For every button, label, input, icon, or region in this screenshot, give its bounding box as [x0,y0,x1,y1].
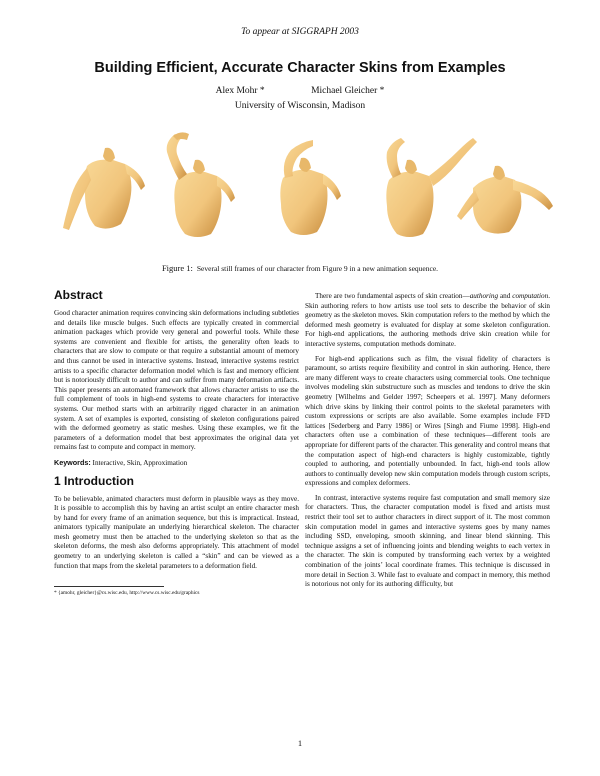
teaser-figure [55,128,555,248]
intro-paragraph-4: In contrast, interactive systems require fast computation and small memory size for characters. Thus, the character computation model is fixed and artists must restrict their tool set to author characters in direct support of it. The most common skin computation model in games and interactive systems goes by many names including SSD, enveloping, smooth skinning, and linear blend skinning. This technique assigns a set of influencing joints and blending weights to each vertex in the character. The skin is computed by transforming each vertex by a weighted combination of the joints’ local coordinate frames. This technique is discussed in more detail in Section 3. While fast to evaluate and compact in memory, this method is notorious not only for its authoring difficulty, but [305,493,550,589]
page-number: 1 [297,738,303,748]
character-frame-2 [167,132,235,237]
introduction-heading: 1 Introduction [54,473,134,488]
character-frame-5 [457,166,553,234]
footnote-rule [54,586,164,587]
text-run: and [498,292,513,300]
character-frame-1 [63,148,145,230]
figure-caption [0,263,600,273]
text-run: There are two fundamental aspects of skin creation— [315,292,470,300]
paper-title: Building Efficient, Accurate Character Skins from Examples [94,60,506,76]
text-run: . Skin authoring refers to how artists use tool sets to describe the behavior of skin geometry as the skeleton moves. Skin computation refers to the method by which the deformed mesh geometry is evaluated for display at some skeleton configuration. For high-end applications, the authoring methods drive skin creation while for interactive systems, computation methods dominate. [305,292,550,348]
figure-caption-text: Several still frames of our character from Figure 9 in a new animation sequence. [196,264,439,273]
affiliation: University of Wisconsin, Madison [234,101,366,111]
emphasis-computation: computation [512,292,549,300]
right-column [305,292,550,595]
author-name: Alex Mohr * [215,86,265,96]
left-column [54,288,299,576]
author-name: Michael Gleicher * [311,86,385,96]
abstract-heading: Abstract [54,288,103,302]
intro-paragraph-1: To be believable, animated characters must deform in plausible ways as they move. It is possible to accomplish this by having an artist sculpt an entire character mesh by hand for every frame of an animation sequence, but this is impractical. Instead, animators typically manipulate an underlying hierarchical skeleton. The character mesh geometry must then be attached to the underlying skeleton so that as the skeleton deforms, the mesh also deforms appropriately. This attachment of model geometry to an underlying skeleton is called a “skin” and can be viewed as a function that maps from the skeletal parameters to a deformation field. [54,494,299,570]
intro-paragraph-2 [305,292,550,350]
keywords-line [54,458,299,469]
abstract-text: Good character animation requires convincing skin deformations including subtleties and details like muscle bulges. Such effects are typically created in commercial animation packages which provide very general and powerful tools. While these systems are convenient and flexible for artists, the generality often leads to characters that are slow to compute or that require a substantial amount of memory and thus cannot be used in interactive systems. Instead, interactive systems restrict artists to a specific character deformation model which is fast and memory efficient but is notoriously difficult to author and can suffer from many deformation artifacts. This paper presents an automated framework that allows character artists to use the full complement of tools in high-end systems to create characters for interactive systems. Our method starts with an arbitrarily rigged character in an animation system. A set of examples is exported, consisting of skeleton configurations paired with the deformed geometry as static meshes. Using these examples, we fit the parameters of a deformation model that best approximates the original data yet remains fast to compute and compact in memory. [54,309,299,452]
intro-paragraph-3: For high-end applications such as film, the visual fidelity of characters is paramount, so artists require flexibility and control in skin authoring. Hence, there are many different ways to create characters using commercial tools. One technique involves modeling skin substructure such as muscles and tendons to drive the skin geometry [Wilhelms and Gelder 1997; Scheepers et al. 1997]. Many deformers which drive skins by linking their control points to the skeletal parameters with custom expressions or scripts are also available. Some examples include FFD lattices [Sederberg and Parry 1986] or Wires [Singh and Fiume 1998]. High-end characters often use a combination of these techniques—different tools are appropriate for different parts of the character. This generality and control means that the computation aspect of high-end characters is highly customizable, tightly coupled to authoring, and potentially unbounded. In fact, high-end tools allow authors to continually develop new skin computation models through custom scripts, expressions and complex deformers. [305,354,551,488]
emphasis-authoring: authoring [469,292,499,300]
keywords-label: Keywords: [54,457,91,467]
character-frame-3 [280,140,341,235]
figure-label: Figure 1: [161,263,193,273]
author-list [0,86,600,96]
venue-note: To appear at SIGGRAPH 2003 [241,27,359,37]
character-frame-4 [386,138,477,237]
keywords-text: Interactive, Skin, Approximation [92,458,188,467]
footnote: * {amohr, gleicher}@cs.wisc.edu, http://www.cs.wisc.edu/graphics [54,590,200,596]
